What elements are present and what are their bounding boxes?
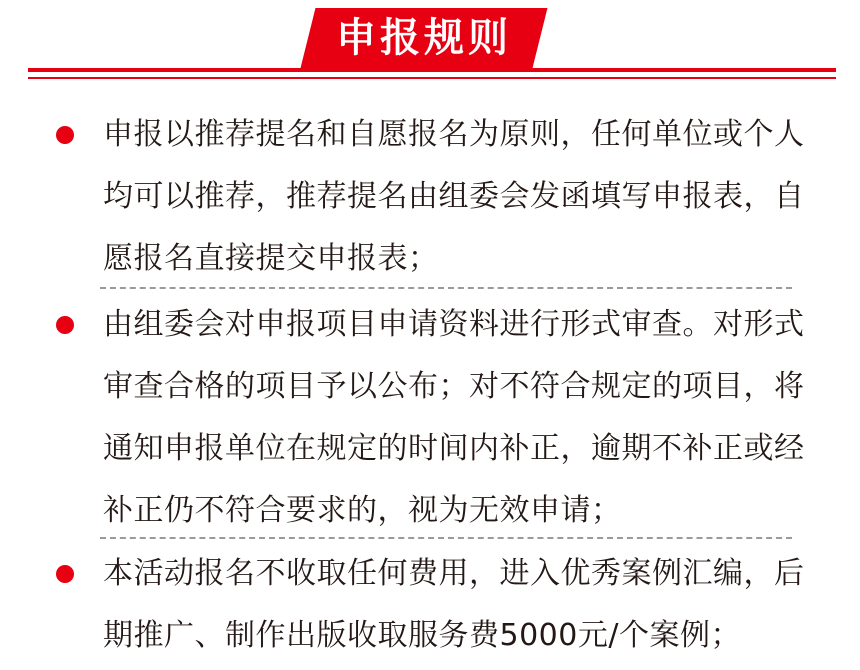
dashed-divider-2 xyxy=(100,537,792,539)
header-rule-thin xyxy=(28,77,836,79)
rule-text-2: 由组委会对申报项目申请资料进行形式审查。对形式审查合格的项目予以公布；对不符合规定的项目，将通知申报单位在规定的时间内补正，逾期不补正或经补正仍不符合要求的，视为无效申请； xyxy=(103,307,805,528)
bullet-dot-icon xyxy=(56,316,74,334)
bullet-dot-icon xyxy=(56,565,74,583)
dashed-divider-1 xyxy=(100,287,792,289)
rule-text-1: 申报以推荐提名和自愿报名为原则，任何单位或个人均可以推荐，推荐提名由组委会发函填写申报表，自愿报名直接提交申报表； xyxy=(103,117,805,276)
bullet-dot-icon xyxy=(56,126,74,144)
rule-text-3: 本活动报名不收取任何费用，进入优秀案例汇编，后期推广、制作出版收取服务费5000元/个案例； xyxy=(103,556,805,653)
page-title: 申报规则 xyxy=(336,15,512,61)
header-rule-thick xyxy=(28,68,836,72)
